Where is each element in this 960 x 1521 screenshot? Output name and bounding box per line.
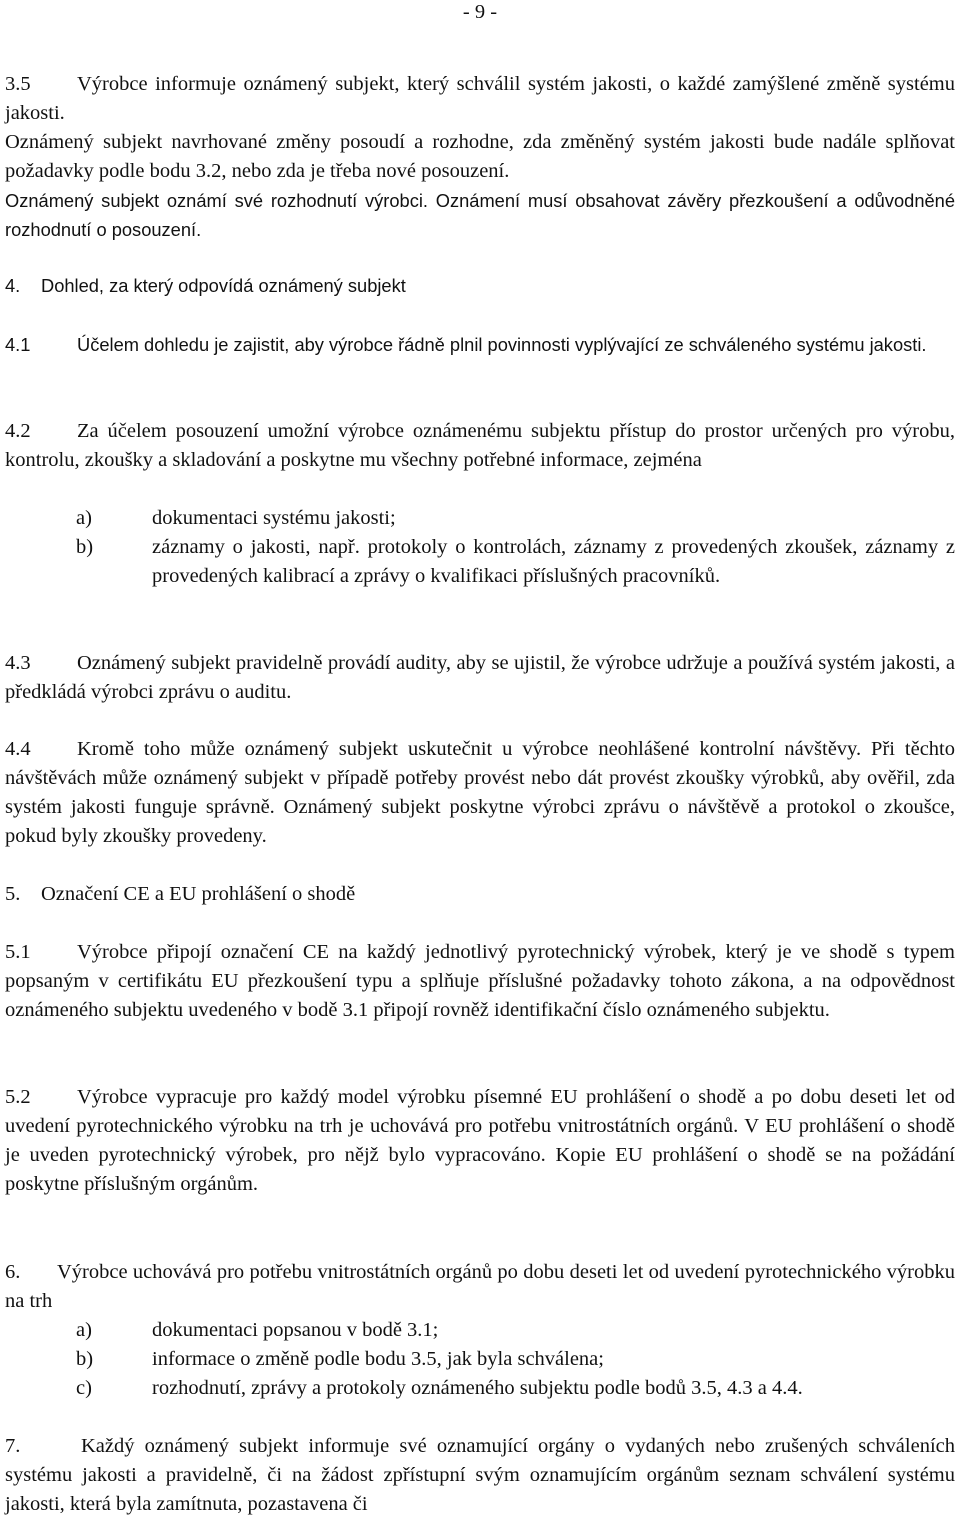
section-4-heading <box>5 271 406 300</box>
section-5-1 <box>5 938 955 1025</box>
list-item-label: b) <box>76 1348 94 1370</box>
section-3-5-paragraph-3: Oznámený subjekt oznámí své rozhodnutí výrobci. Oznámení musí obsahovat závěry přezkoušení a odůvodněné rozhodnutí o posouzení. <box>5 190 955 240</box>
section-number: 7. <box>5 1435 21 1457</box>
paragraph-text: Výrobce informuje oznámený subjekt, který schválil systém jakosti, o každé zamýšlené změně systému jakosti. <box>5 73 955 124</box>
section-number: 4. <box>5 275 21 296</box>
paragraph-text: Za účelem posouzení umožní výrobce oznámenému subjektu přístup do prostor určených pro výrobu, kontrolu, zkoušky a skladování a poskytne mu všechny potřebné informace, zejména <box>5 420 955 471</box>
paragraph-text: Oznámený subjekt pravidelně provádí audity, aby se ujistil, že výrobce udržuje a používá systém jakosti, a předkládá výrobci zprávu o auditu. <box>5 652 955 703</box>
section-3-5 <box>5 70 955 128</box>
section-5-2 <box>5 1083 955 1199</box>
section-number: 4.4 <box>5 738 31 760</box>
section-number: 5. <box>5 883 21 905</box>
list-item-text: rozhodnutí, zprávy a protokoly oznámeného subjektu podle bodů 3.5, 4.3 a 4.4. <box>152 1377 803 1399</box>
list-item <box>76 533 955 591</box>
list-item-label: a) <box>76 507 92 529</box>
section-3-5-paragraph-2: Oznámený subjekt navrhované změny posoudí a rozhodne, zda změněný systém jakosti bude nadále splňovat požadavky podle bodu 3.2, nebo zda je třeba nové posouzení. <box>5 131 955 182</box>
list-item <box>76 1316 955 1345</box>
list-item-label: b) <box>76 536 94 558</box>
page-number: - 9 - <box>462 1 498 23</box>
list-item <box>76 1374 955 1403</box>
list-item-text: dokumentaci popsanou v bodě 3.1; <box>152 1319 439 1341</box>
section-title: Dohled, za který odpovídá oznámený subjekt <box>41 275 406 296</box>
section-number: 4.3 <box>5 652 31 674</box>
list-item <box>76 504 955 533</box>
section-4-3 <box>5 649 955 707</box>
paragraph-text: Výrobce uchovává pro potřebu vnitrostátních orgánů po dobu deseti let od uvedení pyrotechnického výrobku na trh <box>5 1261 955 1312</box>
list-item-label: a) <box>76 1319 92 1341</box>
section-6-list <box>76 1316 955 1403</box>
section-number: 5.2 <box>5 1086 31 1108</box>
section-7 <box>5 1432 955 1519</box>
section-4-2 <box>5 417 955 475</box>
section-number: 5.1 <box>5 941 31 963</box>
list-item <box>76 1345 955 1374</box>
paragraph-text: Výrobce vypracuje pro každý model výrobku písemné EU prohlášení o shodě a po dobu deseti let od uvedení pyrotechnického výrobku na trh je uchovává pro potřebu vnitrostátních orgánů. V EU prohlášení o shodě je uveden pyrotechnický výrobek, pro nějž bylo vypracováno. Kopie EU prohlášení o shodě se na požádání poskytne příslušným orgánům. <box>5 1086 955 1195</box>
paragraph-text: Účelem dohledu je zajistit, aby výrobce řádně plnil povinnosti vyplývající ze schváleného systému jakosti. <box>77 334 927 355</box>
paragraph-text: Každý oznámený subjekt informuje své oznamující orgány o vydaných nebo zrušených schváleních systému jakosti a pravidelně, či na žádost zpřístupní svým oznamujícím orgánům seznam schválení systému jakosti, která byla zamítnuta, pozastavena či <box>5 1435 955 1515</box>
section-number: 4.1 <box>5 334 31 355</box>
section-4-1 <box>5 330 955 359</box>
section-number: 3.5 <box>5 73 31 95</box>
section-number: 6. <box>5 1261 21 1283</box>
section-4-2-list <box>76 504 955 591</box>
list-item-text: dokumentaci systému jakosti; <box>152 507 396 529</box>
list-item-text: informace o změně podle bodu 3.5, jak byla schválena; <box>152 1348 604 1370</box>
list-item-label: c) <box>76 1377 92 1399</box>
section-4-4 <box>5 735 955 851</box>
section-title: Označení CE a EU prohlášení o shodě <box>41 883 356 905</box>
section-number: 4.2 <box>5 420 31 442</box>
paragraph-text: Výrobce připojí označení CE na každý jednotlivý pyrotechnický výrobek, který je ve shodě s typem popsaným v certifikátu EU přezkoušení typu a splňuje příslušné požadavky tohoto zákona, a na odpovědnost oznámeného subjektu uvedeného v bodě 3.1 připojí rovněž identifikační číslo oznámeného subjektu. <box>5 941 955 1021</box>
section-5-heading <box>5 880 355 909</box>
section-6 <box>5 1258 955 1316</box>
paragraph-text: Kromě toho může oznámený subjekt uskutečnit u výrobce neohlášené kontrolní návštěvy. Při těchto návštěvách může oznámený subjekt v případě potřeby provést nebo dát provést zkoušky výrobků, aby ověřil, zda systém jakosti funguje správně. Oznámený subjekt poskytne výrobci zprávu o návštěvě a protokol o zkoušce, pokud byly zkoušky provedeny. <box>5 738 955 847</box>
list-item-text: záznamy o jakosti, např. protokoly o kontrolách, záznamy z provedených zkoušek, záznamy z provedených kalibrací a zprávy o kvalifikaci příslušných pracovníků. <box>152 536 955 587</box>
